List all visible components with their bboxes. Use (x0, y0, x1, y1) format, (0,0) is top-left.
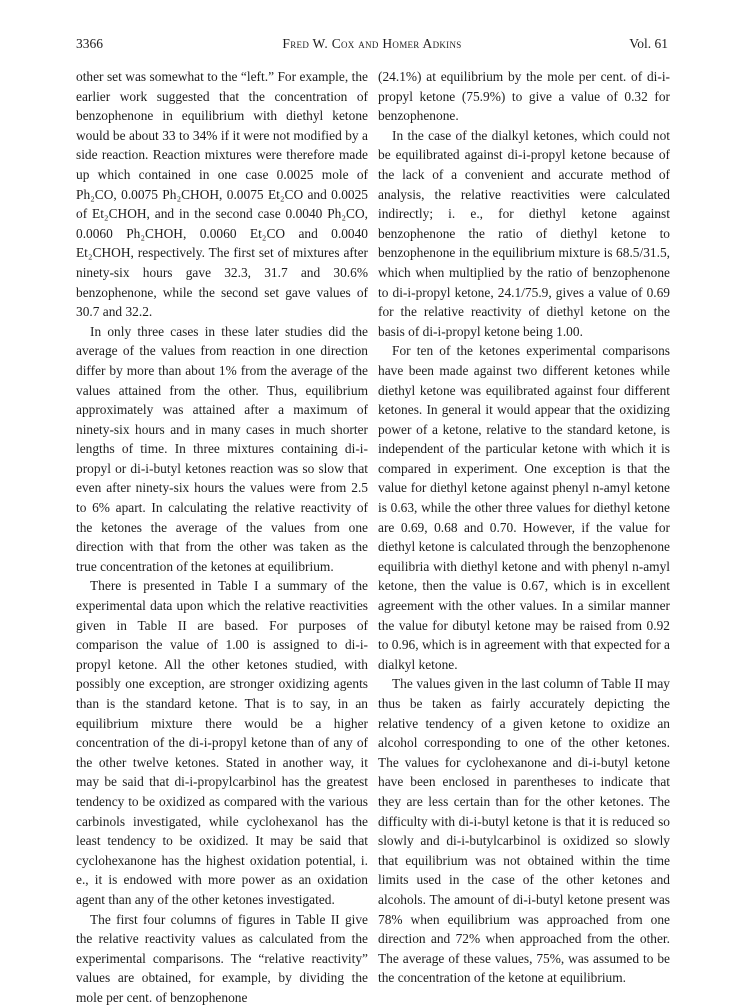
paragraph: other set was somewhat to the “left.” For example, the earlier work suggested that the concentration of benzophenone in equilibrium with diethyl ketone would be about 33 to 34% if it were not modified by a side reaction. Reaction mixtures were therefore made up which contained in one case 0.0025 mole of Ph₂CO, 0.0075 Ph₂CHOH, 0.0075 Et₂CO and 0.0025 of Et₂CHOH, and in the second case 0.0040 Ph₂CO, 0.0060 Ph₂CHOH, 0.0060 Et₂CO and 0.0040 Et₂CHOH, respectively. The first set of mixtures after ninety-six hours gave 32.3, 31.7 and 30.6% benzophenone, while the second set gave values of 30.7 and 32.2. (76, 69, 368, 320)
paragraph: In only three cases in these later studies did the average of the values from reaction in one direction differ by more than about 1% from the average of the values attained from the other. Thus, equilibrium approximately was attained after a maximum of ninety-six hours and in many cases in much shorter lengths of time. In three mixtures containing di-i-propyl or di-i-butyl ketones reaction was so slow that even after ninety-six hours the values were from 2.5 to 6% apart. In calculating the relative reactivity of the ketones the average of the values from one direction with that from the other was taken as the true concentration of the ketones at equilibrium. (76, 323, 368, 574)
left-column (76, 67, 368, 1008)
paragraph: There is presented in Table I a summary of the experimental data upon which the relative reactivities given in Table II are based. For purposes of comparison the value of 1.00 is assigned to di-i-propyl ketone. All the other ketones studied, with possibly one exception, are stronger oxidizing agents than is the standard ketone. That is to say, in an equilibrium mixture there would be a higher concentration of the di-i-propyl ketone than of any of the other twelve ketones. Stated in another way, it may be said that di-i-propylcarbinol has the greatest tendency to be oxidized as compared with the various carbinols investigated, while cyclohexanol has the least tendency to be oxidized. It may be said that cyclohexanone has the highest oxidation potential, i. e., it is endowed with more power as an oxidation agent than any of the other ketones investigated. (76, 578, 368, 907)
page-header (76, 36, 668, 56)
paragraph: (24.1%) at equilibrium by the mole per cent. of di-i-propyl ketone (75.9%) to give a value of 0.32 for benzophenone. (378, 69, 670, 124)
paragraph: For ten of the ketones experimental comparisons have been made against two different ketones while diethyl ketone was equilibrated against four different ketones. In general it would appear that the oxidizing power of a ketone, relative to the standard ketone, is independent of the particular ketone with which it is compared in experiment. One exception is that the value for diethyl ketone against phenyl n-amyl ketone is 0.63, while the other three values for diethyl ketone are 0.69, 0.68 and 0.70. However, if the value for diethyl ketone is calculated through the benzophenone equilibria with diethyl ketone and with phenyl n-amyl ketone, then the value is 0.67, which is in excellent agreement with the other values. In a similar manner the value for dibutyl ketone may be raised from 0.92 to 0.96, which is in agreement with that expected for a dialkyl ketone. (378, 343, 670, 672)
paragraph: The first four columns of figures in Table II give the relative reactivity values as calculated from the experimental comparisons. The “relative reactivity” values are obtained, for example, by dividing the mole per cent. of benzophenone (76, 911, 368, 1005)
right-column (378, 67, 670, 988)
paragraph: In the case of the dialkyl ketones, which could not be equilibrated against di-i-propyl ketone because of the lack of a convenient and accurate method of analysis, the relative reactivities were calculated indirectly; i. e., for diethyl ketone against benzophenone the ratio of diethyl ketone to benzophenone in the equilibrium mixture is 68.5/31.5, which when multiplied by the ratio of benzophenone to di-i-propyl ketone, 24.1/75.9, gives a value of 0.69 for the relative reactivity of diethyl ketone on the basis of di-i-propyl ketone being 1.00. (378, 127, 670, 339)
volume-label: Vol. 61 (629, 36, 668, 51)
running-title: Fred W. Cox and Homer Adkins (282, 36, 462, 51)
page-number: 3366 (76, 36, 103, 51)
paragraph: The values given in the last column of Table II may thus be taken as fairly accurately depicting the relative tendency of a given ketone to oxidize an alcohol corresponding to one of the other ketones. The values for cyclohexanone and di-i-butyl ketone have been enclosed in parentheses to indicate that they are less certain than for the other ketones. The difficulty with di-i-butyl ketone is that it is reduced so slowly and di-i-butylcarbinol is oxidized so slowly that equilibrium was not obtained within the time limits used in the case of the other ketones and alcohols. The amount of di-i-butyl ketone present was 78% when equilibrium was approached from one direction and 72% when approached from the other. The average of these values, 75%, was assumed to be the concentration of the ketone at equilibrium. (378, 676, 670, 986)
